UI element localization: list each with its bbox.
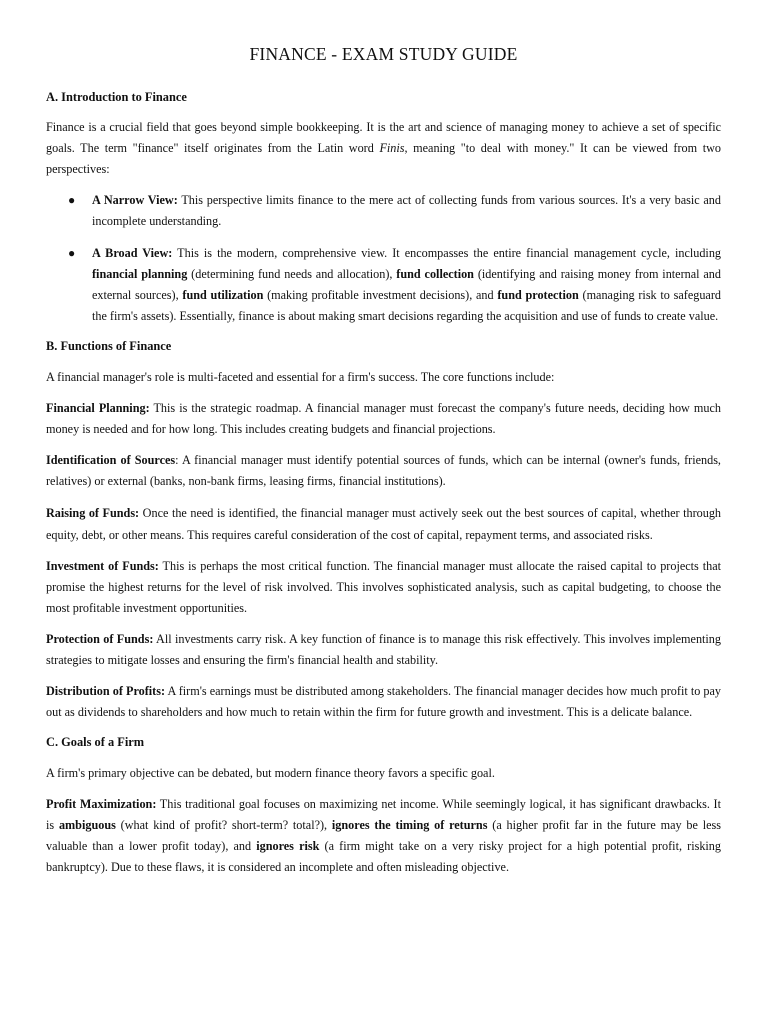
section-c-heading: C. Goals of a Firm xyxy=(46,735,145,749)
intro-paragraph: Finance is a crucial field that goes beyond simple bookkeeping. It is the art and science of managing money to achieve a set of specific goals. The term "finance" itself originates from the Latin word Finis, meaning "to deal with money." It can be viewed from two perspectives: xyxy=(46,120,721,176)
function-distribution-of-profits: Distribution of Profits: A firm's earnings must be distributed among stakeholders. The financial manager decides how much profit to pay out as dividends to shareholders and how much to retain within the firm for future growth and investment. This is a delicate balance. xyxy=(46,684,721,719)
goals-intro: A firm's primary objective can be debated, but modern finance theory favors a specific goal. xyxy=(46,766,495,780)
function-raising-of-funds: Raising of Funds: Once the need is identified, the financial manager must actively seek out the best sources of capital, whether through equity, debt, or other means. This requires careful consideration of the cost of capital, repayment terms, and associated risks. xyxy=(46,506,722,542)
list-item: ● A Narrow View: This perspective limits finance to the mere act of collecting funds from various sources. It's a very basic and incomplete understanding. xyxy=(46,190,721,232)
bullet-icon: ● xyxy=(68,246,76,260)
document-title: FINANCE - EXAM STUDY GUIDE xyxy=(249,44,518,64)
function-financial-planning: Financial Planning: This is the strategic roadmap. A financial manager must forecast the company's future needs, deciding how much money is needed and for how long. This includes creating budgets and financial projections. xyxy=(46,401,721,436)
functions-intro: A financial manager's role is multi-faceted and essential for a firm's success. The core functions include: xyxy=(46,370,555,384)
perspectives-list xyxy=(46,190,721,327)
section-b-heading: B. Functions of Finance xyxy=(46,339,172,353)
function-investment-of-funds: Investment of Funds: This is perhaps the most critical function. The financial manager must allocate the raised capital to projects that promise the highest returns for the level of risk involved. This involves sophisticated analysis, such as capital budgeting, to choose the most profitable investment opportunities. xyxy=(46,559,721,615)
goal-profit-maximization: Profit Maximization: This traditional goal focuses on maximizing net income. While seemingly logical, it has significant drawbacks. It is ambiguous (what kind of profit? short-term? total?), ignores the timing of returns (a higher profit far in the future may be less valuable than a lower profit today), and ignores risk (a firm might take on a very risky project for a high potential profit, risking bankruptcy). Due to these flaws, it is considered an incomplete and often misleading objective. xyxy=(46,797,721,874)
list-item: ● A Broad View: This is the modern, comprehensive view. It encompasses the entire financial management cycle, including financial planning (determining fund needs and allocation), fund collection (identifying and raising money from internal and external sources), fund utilization (making profitable investment decisions), and fund protection (managing risk to safeguard the firm's assets). Essentially, finance is about making smart decisions regarding the acquisition and use of funds to create value. xyxy=(46,243,721,327)
bullet-icon: ● xyxy=(68,193,76,207)
function-protection-of-funds: Protection of Funds: All investments carry risk. A key function of finance is to manage this risk effectively. This involves implementing strategies to mitigate losses and ensuring the firm's financial health and stability. xyxy=(46,632,721,667)
section-a-heading: A. Introduction to Finance xyxy=(46,90,187,104)
function-identification-of-sources: Identification of Sources: A financial manager must identify potential sources of funds, which can be internal (owner's funds, friends, relatives) or external (banks, non-bank firms, leasing firms, financial institutions). xyxy=(46,453,721,488)
